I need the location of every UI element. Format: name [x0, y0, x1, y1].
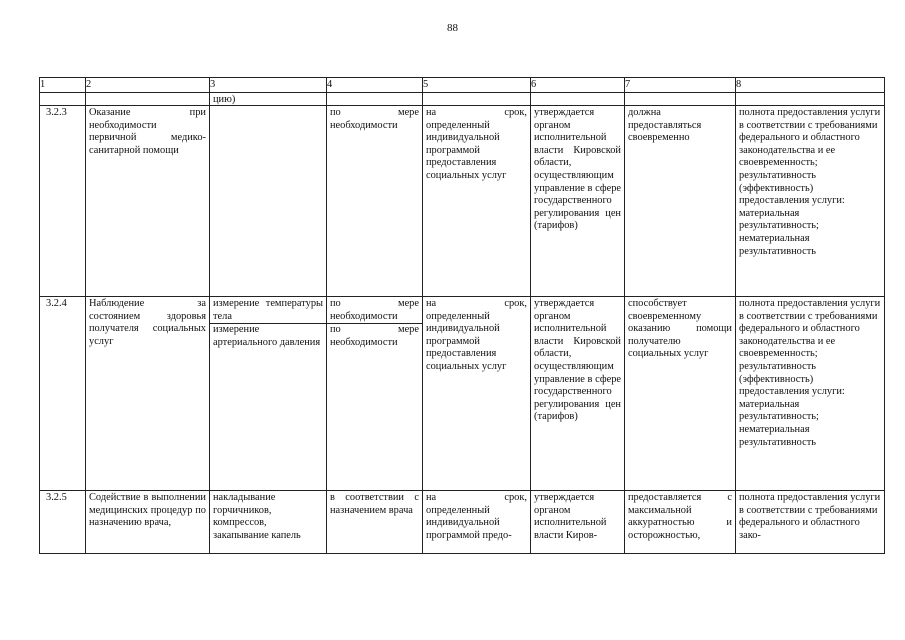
- content-item: измерение температуры тела: [210, 298, 326, 324]
- service-conditions: способствует своевременному оказанию помощи получателю социальных услуг: [625, 297, 736, 491]
- table-row: [40, 491, 885, 554]
- service-name: Наблюдение за состоянием здоровья получателя социальных услуг: [86, 297, 210, 491]
- service-content: накладывание горчичников, компрессов, закапывание капель: [210, 491, 327, 554]
- continuation-text: цию): [210, 93, 327, 106]
- header-cell: 2: [86, 78, 210, 93]
- service-frequency: [327, 297, 423, 491]
- content-item: измерение артериального давления: [213, 324, 321, 348]
- service-name: Оказание при необходимости первичной медико-санитарной помощи: [86, 106, 210, 297]
- service-frequency: в соответствии с назначением врача: [327, 491, 423, 554]
- service-conditions: должна предоставляться своевременно: [625, 106, 736, 297]
- service-quality: полнота предоставления услуги в соответствии с требованиями федерального и областного законодательства и ее своевременность; результативность (эффективность) предоставления услуги: материальная результативность; нематериальная результативность: [736, 106, 885, 297]
- header-cell: 6: [531, 78, 625, 93]
- frequency-item: по мере необходимости: [327, 298, 422, 324]
- header-cell: 1: [40, 78, 86, 93]
- service-cost: утверждается органом исполнительной власти Кировской области, осуществляющим управление в сфере государственного регулирования цен (тарифов): [531, 297, 625, 491]
- service-conditions: предоставляется с максимальной аккуратностью и осторожностью,: [625, 491, 736, 554]
- row-number: 3.2.3: [40, 106, 86, 297]
- frequency-item: по мере необходимости: [330, 324, 419, 348]
- table-row: [40, 297, 885, 491]
- service-term: на срок, определенный индивидуальной программой предоставления социальных услуг: [423, 106, 531, 297]
- service-content: [210, 297, 327, 491]
- row-number: 3.2.4: [40, 297, 86, 491]
- service-cost: утверждается органом исполнительной власти Кировской области, осуществляющим управление в сфере государственного регулирования цен (тарифов): [531, 106, 625, 297]
- services-table: [39, 77, 885, 554]
- header-cell: 4: [327, 78, 423, 93]
- service-quality: полнота предоставления услуги в соответствии с требованиями федерального и областного законодательства и ее своевременность; результативность (эффективность) предоставления услуги: материальная результативность; нематериальная результативность: [736, 297, 885, 491]
- table-row: [40, 106, 885, 297]
- service-frequency: по мере необходимости: [327, 106, 423, 297]
- header-row: [40, 78, 885, 93]
- header-cell: 5: [423, 78, 531, 93]
- header-cell: 7: [625, 78, 736, 93]
- service-content: [210, 106, 327, 297]
- service-name: Содействие в выполнении медицинских процедур по назначению врача,: [86, 491, 210, 554]
- header-cell: 8: [736, 78, 885, 93]
- page-number: 88: [447, 22, 458, 34]
- header-cell: 3: [210, 78, 327, 93]
- service-cost: утверждается органом исполнительной власти Киров-: [531, 491, 625, 554]
- service-term: на срок, определенный индивидуальной программой предо-: [423, 491, 531, 554]
- service-term: на срок, определенный индивидуальной программой предоставления социальных услуг: [423, 297, 531, 491]
- service-quality: полнота предоставления услуги в соответствии с требованиями федерального и областного зако-: [736, 491, 885, 554]
- continuation-row: [40, 93, 885, 106]
- row-number: 3.2.5: [40, 491, 86, 554]
